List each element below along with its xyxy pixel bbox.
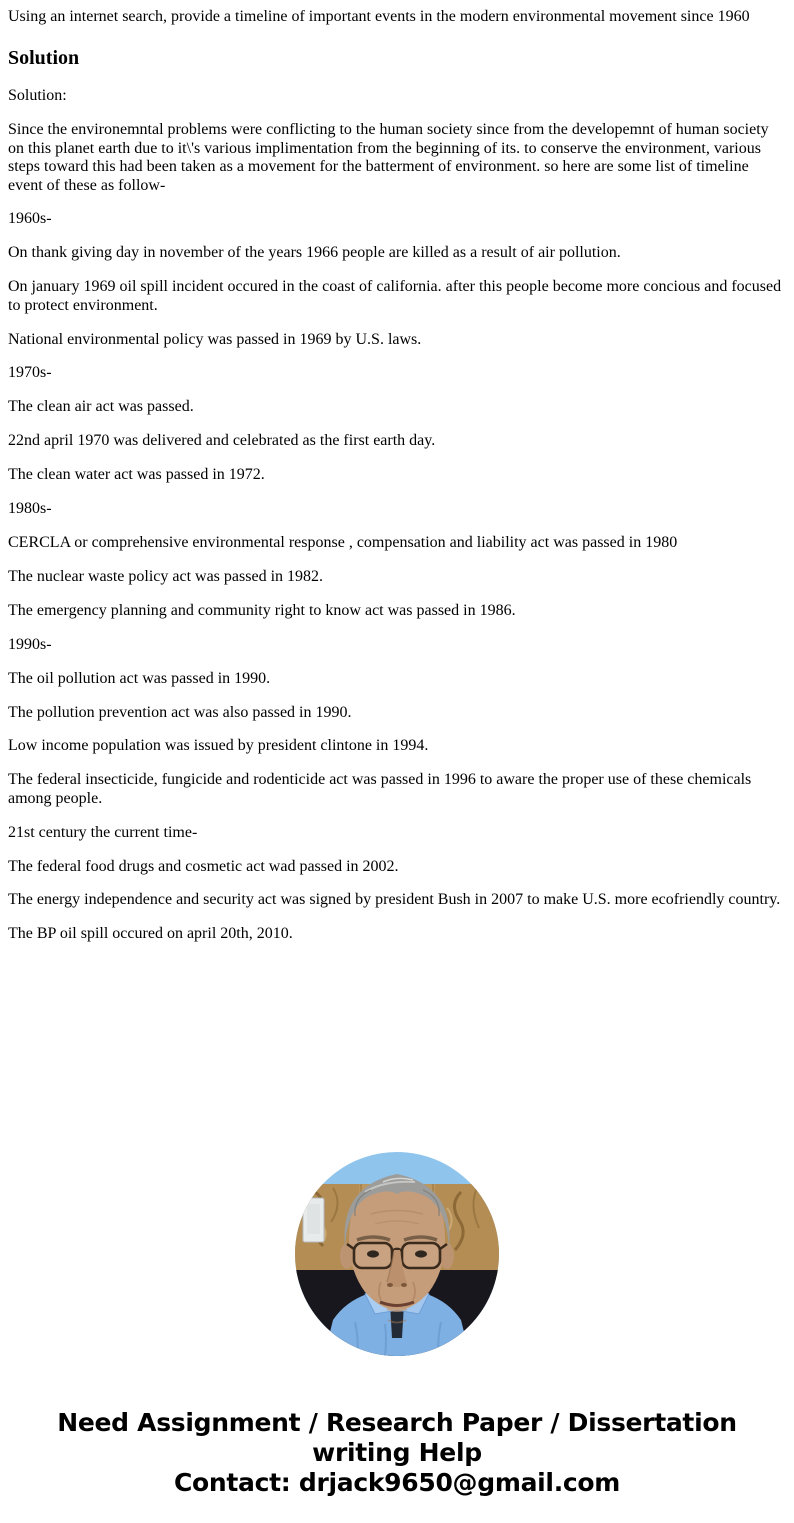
paragraph: 21st century the current time- bbox=[8, 823, 198, 841]
paragraph: The emergency planning and community right to know act was passed in 1986. bbox=[8, 601, 516, 619]
paragraph: The federal food drugs and cosmetic act wad passed in 2002. bbox=[8, 857, 399, 875]
paragraph: 1980s- bbox=[8, 500, 52, 518]
footer-heading-line2: writing Help bbox=[312, 1437, 482, 1467]
photo-nostril-left bbox=[387, 1283, 393, 1287]
author-photo-wrap bbox=[8, 1152, 786, 1356]
paragraph: 22nd april 1970 was delivered and celebrated as the first earth day. bbox=[8, 432, 436, 450]
paragraph: 1990s- bbox=[8, 635, 52, 653]
paragraph: The oil pollution act was passed in 1990. bbox=[8, 669, 271, 687]
paragraph: National environmental policy was passed in 1969 by U.S. laws. bbox=[8, 330, 422, 348]
paragraph: 1970s- bbox=[8, 364, 52, 382]
footer-contact: Contact: drjack9650@gmail.com bbox=[173, 1467, 621, 1497]
paragraph: Solution: bbox=[8, 87, 67, 105]
paragraph: The federal insecticide, fungicide and rodenticide act was passed in 1996 to aware the proper use of these chemicals among people. bbox=[8, 771, 752, 807]
photo-nostril-right bbox=[401, 1283, 407, 1287]
paragraph: CERCLA or comprehensive environmental response , compensation and liability act was passed in 1980 bbox=[8, 534, 678, 551]
photo-switch-inner bbox=[307, 1204, 320, 1234]
paragraph: The energy independence and security act was signed by president Bush in 2007 to make U.S. more ecofriendly country. bbox=[8, 891, 781, 909]
paragraph: 1960s- bbox=[8, 210, 52, 228]
paragraph: The nuclear waste policy act was passed in 1982. bbox=[8, 567, 324, 585]
paragraph: On january 1969 oil spill incident occured in the coast of california. after this people become more concious and focused to protect environment. bbox=[8, 278, 782, 314]
paragraph: The BP oil spill occured on april 20th, 2010. bbox=[8, 925, 293, 943]
question-text: Using an internet search, provide a timeline of important events in the modern environmental movement since 1960 bbox=[8, 8, 750, 25]
paragraph: Since the environemntal problems were conflicting to the human society since from the developemnt of human society on this planet earth due to it\'s various implimentation from the beginning of its. to conserve the environment, various steps toward this had been taken as a movement for the batterment of environment. so here are some list of timeline event of these as follow- bbox=[8, 121, 769, 194]
paragraph: Low income population was issued by president clintone in 1994. bbox=[8, 737, 429, 755]
solution-body bbox=[8, 87, 786, 943]
author-photo bbox=[295, 1152, 499, 1356]
paragraph: The clean water act was passed in 1972. bbox=[8, 466, 265, 484]
paragraph: The clean air act was passed. bbox=[8, 398, 194, 416]
footer bbox=[8, 1408, 786, 1498]
paragraph: The pollution prevention act was also passed in 1990. bbox=[8, 703, 352, 721]
solution-heading: Solution bbox=[8, 47, 80, 70]
footer-heading-line1: Need Assignment / Research Paper / Dissertation bbox=[57, 1407, 737, 1437]
paragraph: On thank giving day in november of the years 1966 people are killed as a result of air pollution. bbox=[8, 244, 621, 262]
